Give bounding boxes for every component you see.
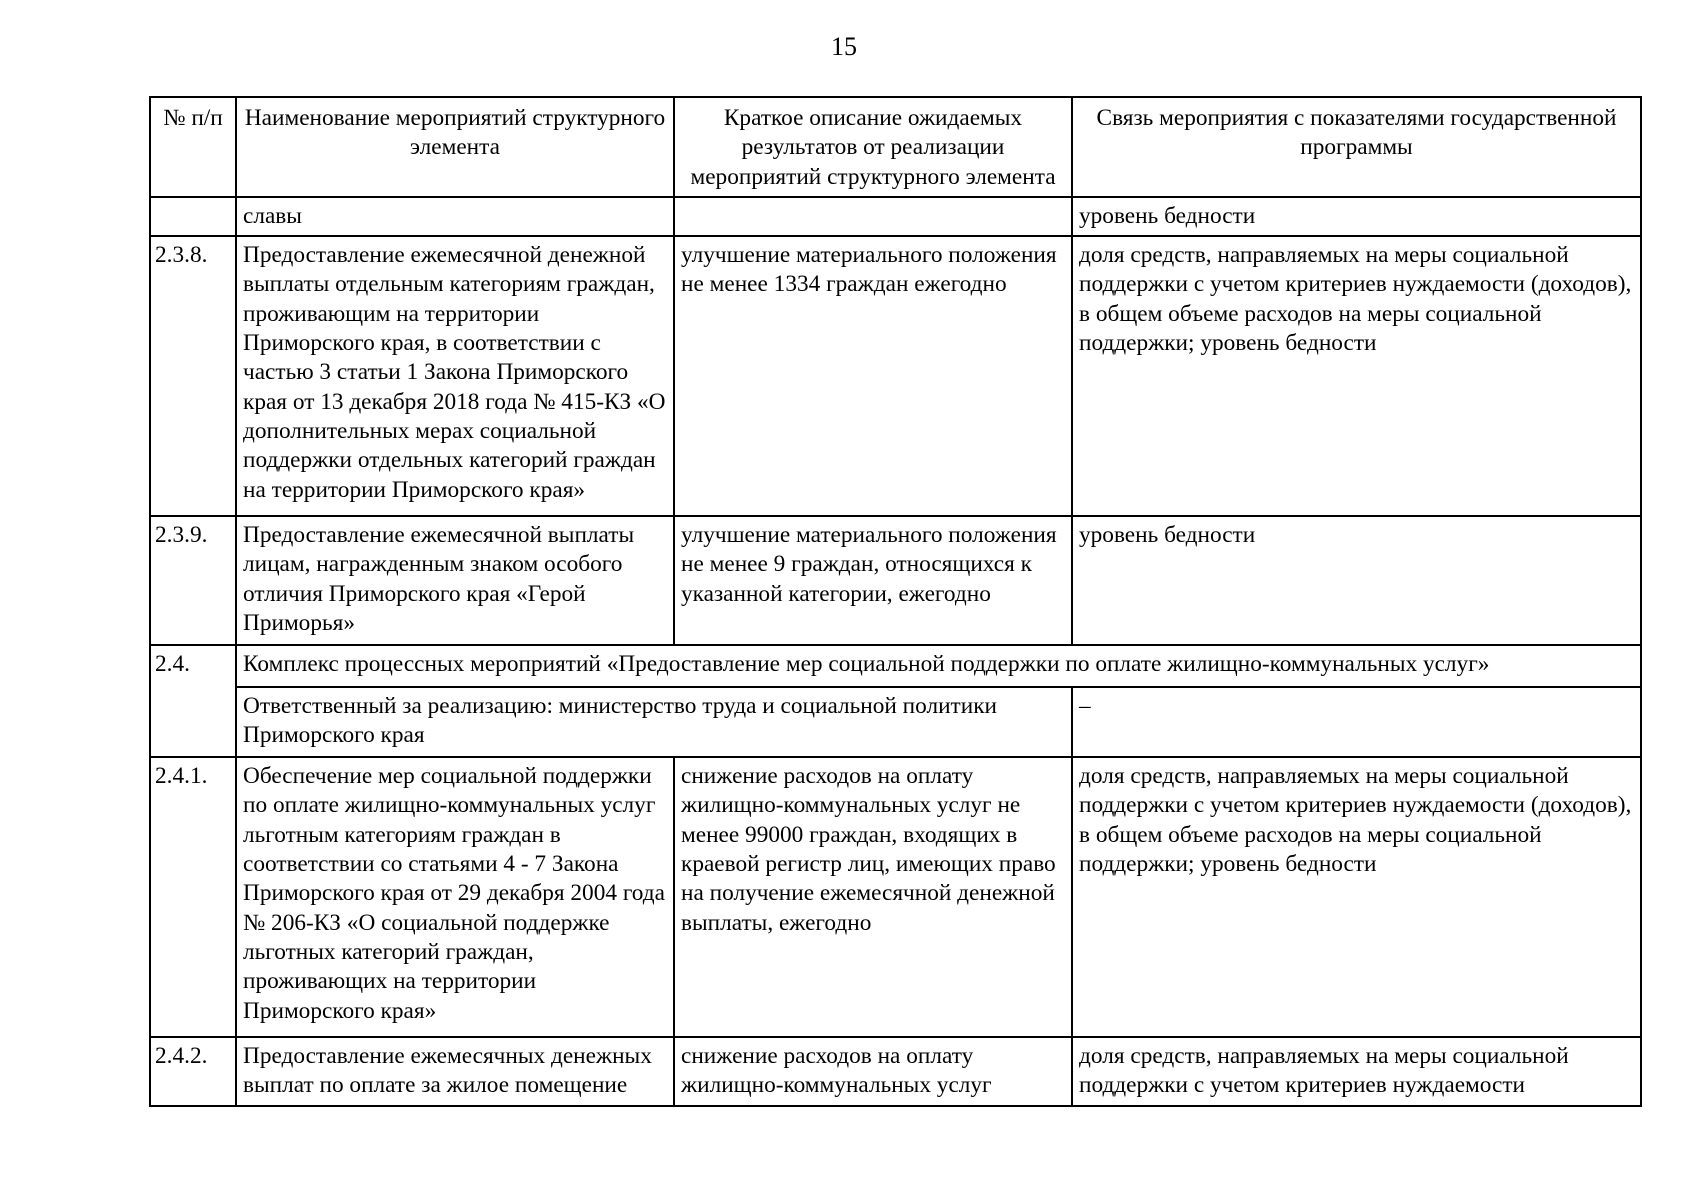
row-desc	[674, 197, 1072, 236]
row-name: славы	[236, 197, 674, 236]
row-link: уровень бедности	[1072, 516, 1641, 645]
row-num: 2.4.	[150, 645, 236, 757]
row-link: доля средств, направляемых на меры социальной поддержки с учетом критериев нуждаемости	[1072, 1037, 1641, 1106]
header-num: № п/п	[150, 97, 236, 197]
row-desc: улучшение материального положения не менее 1334 граждан ежегодно	[674, 236, 1072, 516]
row-name: Обеспечение мер социальной поддержки по оплате жилищно-коммунальных услуг льготным категориям граждан в соответствии со статьями 4 - 7 Закона Приморского края от 29 декабря 2004 года № 206-КЗ «О социальной поддержке льготных категорий граждан, проживающих на территории Приморского края»	[236, 757, 674, 1037]
complex-row	[150, 645, 1641, 687]
row-num: 2.3.8.	[150, 236, 236, 516]
row-link: доля средств, направляемых на меры социальной поддержки с учетом критериев нуждаемости (доходов), в общем объеме расходов на меры социальной поддержки; уровень бедности	[1072, 236, 1641, 516]
page-number: 15	[831, 32, 857, 61]
header-name: Наименование мероприятий структурного элемента	[236, 97, 674, 197]
row-link: уровень бедности	[1072, 197, 1641, 236]
table-row	[150, 197, 1641, 236]
measures-table	[149, 96, 1642, 1107]
table-row	[150, 757, 1641, 1037]
complex-title: Комплекс процессных мероприятий «Предоставление мер социальной поддержки по оплате жилищно-коммунальных услуг»	[236, 645, 1641, 687]
row-name: Предоставление ежемесячной денежной выплаты отдельным категориям граждан, проживающим на территории Приморского края, в соответствии с частью 3 статьи 1 Закона Приморского края от 13 декабря 2018 года № 415-КЗ «О дополнительных мерах социальной поддержки отдельных категорий граждан на территории Приморского края»	[236, 236, 674, 516]
row-num: 2.3.9.	[150, 516, 236, 645]
row-link: –	[1072, 687, 1641, 757]
row-desc: снижение расходов на оплату жилищно-коммунальных услуг	[674, 1037, 1072, 1106]
row-num: 2.4.2.	[150, 1037, 236, 1106]
responsible-row	[150, 687, 1641, 757]
row-num	[150, 197, 236, 236]
row-desc: снижение расходов на оплату жилищно-коммунальных услуг не менее 99000 граждан, входящих в краевой регистр лиц, имеющих право на получение ежемесячной денежной выплаты, ежегодно	[674, 757, 1072, 1037]
row-desc: улучшение материального положения не менее 9 граждан, относящихся к указанной категории, ежегодно	[674, 516, 1072, 645]
table-header-row	[150, 97, 1641, 197]
table-row	[150, 1037, 1641, 1106]
table-row	[150, 236, 1641, 516]
table-row	[150, 516, 1641, 645]
row-link: доля средств, направляемых на меры социальной поддержки с учетом критериев нуждаемости (доходов), в общем объеме расходов на меры социальной поддержки; уровень бедности	[1072, 757, 1641, 1037]
row-name: Предоставление ежемесячных денежных выплат по оплате за жилое помещение	[236, 1037, 674, 1106]
header-link: Связь мероприятия с показателями государственной программы	[1072, 97, 1641, 197]
header-desc: Краткое описание ожидаемых результатов от реализации мероприятий структурного элемента	[674, 97, 1072, 197]
responsible-text: Ответственный за реализацию: министерство труда и социальной политики Приморского края	[236, 687, 1072, 757]
row-name: Предоставление ежемесячной выплаты лицам, награжденным знаком особого отличия Приморского края «Герой Приморья»	[236, 516, 674, 645]
row-num: 2.4.1.	[150, 757, 236, 1037]
